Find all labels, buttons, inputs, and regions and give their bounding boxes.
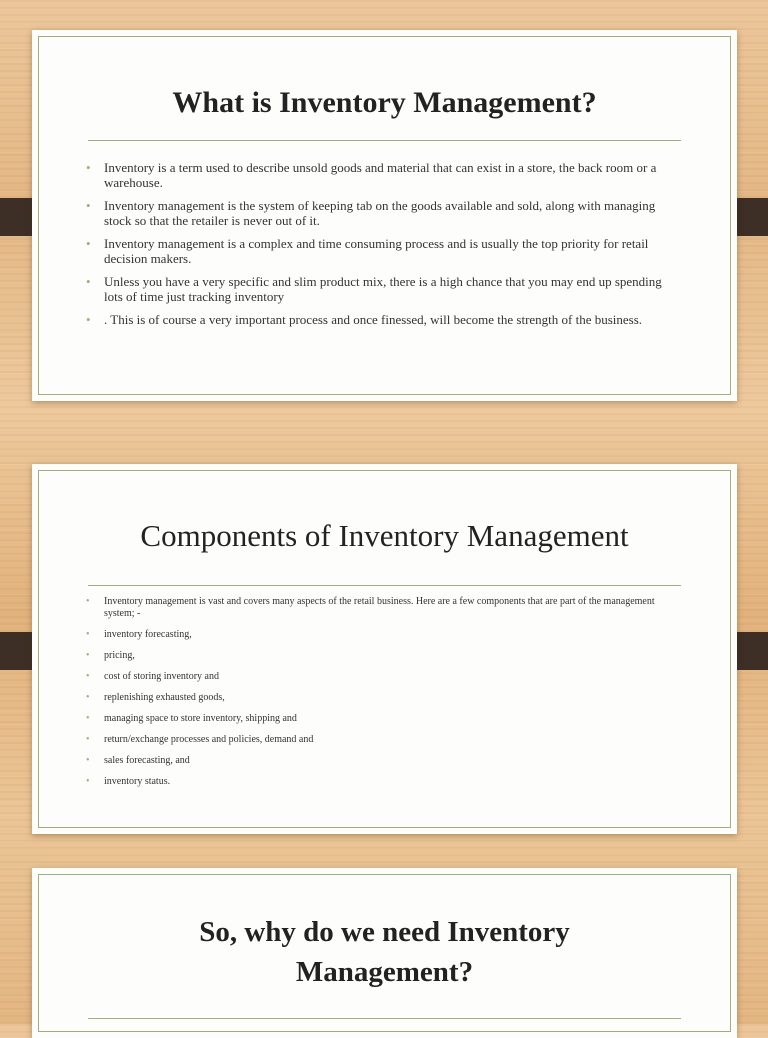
bullet-list [86, 160, 681, 335]
bullet-item: • Unless you have a very specific and slim product mix, there is a high chance that you may end up spending lots of time just tracking inventory [86, 274, 681, 304]
bullet-item: • inventory forecasting, [86, 629, 681, 641]
slide-why-need-inventory-management [32, 868, 737, 1038]
bullet-item: • Inventory management is the system of keeping tab on the goods available and sold, along with managing stock so that the retailer is never out of it. [86, 198, 681, 228]
title-divider [88, 585, 681, 586]
title-divider [88, 1018, 681, 1019]
slide-components-of-inventory-management [32, 464, 737, 834]
bullet-item: • pricing, [86, 650, 681, 662]
title-divider [88, 140, 681, 141]
slide-title: What is Inventory Management? [172, 86, 597, 119]
bullet-item: • Inventory management is vast and covers many aspects of the retail business. Here are a few components that are part of the management system; - [86, 596, 681, 620]
bullet-item: • Inventory management is a complex and time consuming process and is usually the top priority for retail decision makers. [86, 236, 681, 266]
bullet-list [86, 596, 681, 797]
bullet-item: • Inventory is a term used to describe unsold goods and material that can exist in a store, the back room or a warehouse. [86, 160, 681, 190]
bullet-item: • return/exchange processes and policies, demand and [86, 734, 681, 746]
bullet-item: • sales forecasting, and [86, 755, 681, 767]
slide-title: So, why do we need Inventory Management? [199, 916, 570, 988]
slide-title: Components of Inventory Management [140, 518, 629, 553]
slide-what-is-inventory-management [32, 30, 737, 401]
bullet-item: • . This is of course a very important process and once finessed, will become the strength of the business. [86, 312, 681, 327]
bullet-item: • managing space to store inventory, shipping and [86, 713, 681, 725]
bullet-item: • inventory status. [86, 776, 681, 788]
bullet-item: • cost of storing inventory and [86, 671, 681, 683]
bullet-item: • replenishing exhausted goods, [86, 692, 681, 704]
